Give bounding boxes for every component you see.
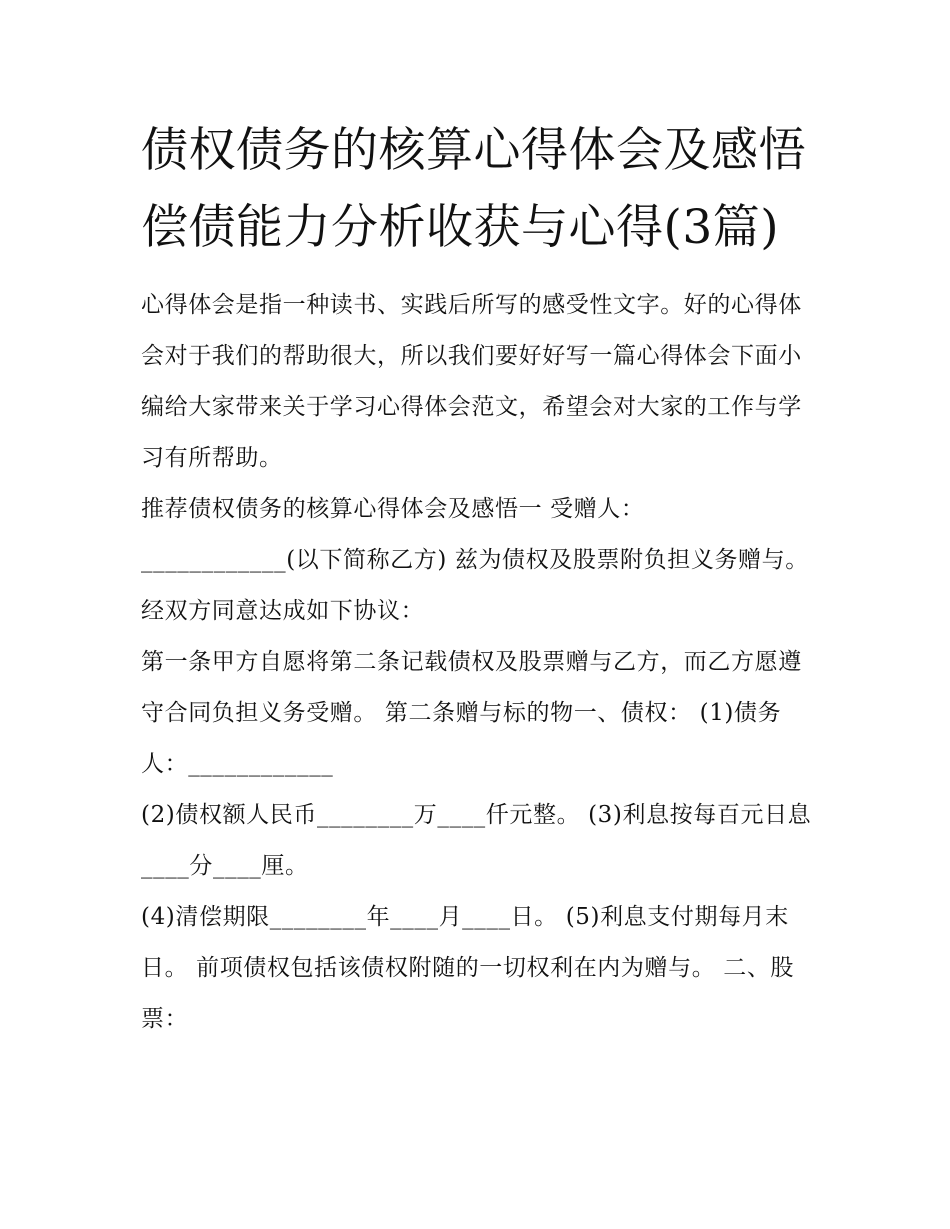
intro-paragraph: 心得体会是指一种读书、实践后所写的感受性文字。好的心得体会对于我们的帮助很大，所以我们要好好写一篇心得体会下面小编给大家带来关于学习心得体会范文，希望会对大家的工作与学习有所帮助。 <box>141 292 802 471</box>
debt-amount-paragraph: (2)债权额人民币________万____仟元整。 (3)利息按每百元日息____分____厘。 <box>141 802 812 879</box>
recommendation-paragraph: 推荐债权债务的核算心得体会及感悟一 受赠人：____________(以下简称乙方) 兹为债权及股票附负担义务赠与。经双方同意达成如下协议： <box>141 496 809 624</box>
article-one-paragraph: 第一条甲方自愿将第二条记载债权及股票赠与乙方，而乙方愿遵守合同负担义务受赠。 第二条赠与标的物一、债权： (1)债务人：____________ <box>141 649 802 777</box>
document-title: 债权债务的核算心得体会及感悟 偿债能力分析收获与心得(3篇) <box>141 123 806 255</box>
document-page <box>141 112 813 1045</box>
repayment-term-paragraph: (4)清偿期限________年____月____日。 (5)利息支付期每月末日。 前项债权包括该债权附随的一切权利在内为赠与。 二、股票： <box>141 904 795 1032</box>
